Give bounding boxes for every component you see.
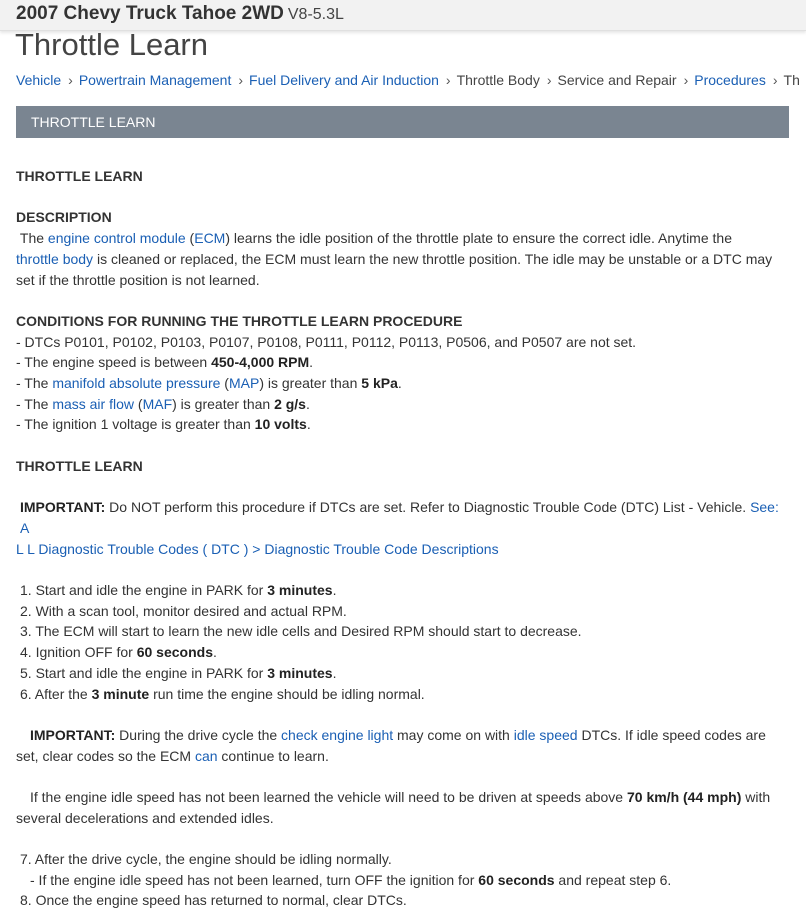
- text: continue to learn.: [217, 747, 329, 764]
- text: may come on with: [393, 726, 514, 743]
- text: If the engine idle speed has not been learned the vehicle will need to be driven at speeds above: [30, 788, 627, 805]
- chevron-right-icon: ›: [546, 72, 552, 88]
- important-label: IMPORTANT:: [20, 499, 106, 516]
- text: - If the engine idle speed has not been learned, turn OFF the ignition for: [30, 871, 479, 888]
- drive-note-cont: several decelerations and extended idles.: [16, 809, 274, 826]
- step-1: [16, 580, 791, 601]
- condition-item: [16, 352, 791, 373]
- map-abbr-link[interactable]: MAP: [228, 375, 260, 391]
- breadcrumb-procedures[interactable]: Procedures: [694, 72, 766, 88]
- step-7: 7. After the drive cycle, the engine should be idling normally.: [20, 851, 392, 868]
- check-engine-light-link[interactable]: check engine light: [281, 726, 394, 743]
- text: DTCs. If idle speed codes are: [577, 726, 766, 743]
- chevron-right-icon: ›: [238, 72, 244, 88]
- important-note-2-cont: [16, 746, 791, 767]
- chevron-right-icon: ›: [68, 72, 73, 88]
- step-6: [16, 684, 791, 705]
- condition-item: [16, 394, 791, 415]
- speed-value: 70 km/h (44 mph): [626, 788, 742, 805]
- section-banner: THROTTLE LEARN: [16, 106, 789, 138]
- text: 1. Start and idle the engine in PARK for: [20, 581, 268, 598]
- text: .: [305, 395, 310, 412]
- text: ) learns the idle position of the throttle plate to ensure the correct idle. Anytime the: [225, 230, 732, 247]
- drive-note: [16, 787, 791, 808]
- text: 4. Ignition OFF for: [20, 644, 137, 661]
- breadcrumb-service-and-repair: Service and Repair: [557, 72, 677, 88]
- text: with: [741, 788, 771, 805]
- chevron-right-icon: ›: [683, 72, 689, 88]
- text: (: [220, 375, 229, 391]
- volts-value: 10 volts: [254, 416, 307, 433]
- maf-link[interactable]: mass air flow: [52, 395, 134, 412]
- throttle-body-link[interactable]: throttle body: [16, 250, 94, 267]
- vehicle-title: [16, 3, 344, 25]
- text: (: [134, 395, 143, 412]
- conditions-heading: CONDITIONS FOR RUNNING THE THROTTLE LEARN PROCEDURE: [16, 312, 463, 329]
- step-4: [16, 642, 791, 663]
- breadcrumb-fuel-delivery[interactable]: Fuel Delivery and Air Induction: [249, 72, 439, 88]
- ecm-link[interactable]: engine control module: [47, 230, 186, 247]
- text: is cleaned or replaced, the ECM must learn the new throttle position. The idle may be unstable or a DTC may: [93, 250, 773, 267]
- article-content: [16, 166, 791, 911]
- dtc-descriptions-link[interactable]: L L Diagnostic Trouble Codes ( DTC ) > Diagnostic Trouble Code Descriptions: [16, 540, 499, 557]
- important-note-2: [16, 725, 791, 746]
- text: (: [185, 230, 195, 247]
- important-note-1: [16, 497, 791, 538]
- important-label: IMPORTANT:: [30, 726, 116, 743]
- text: .: [306, 416, 311, 433]
- map-link[interactable]: manifold absolute pressure: [52, 375, 221, 391]
- chevron-right-icon: ›: [772, 72, 778, 88]
- text: - The: [16, 375, 53, 391]
- duration: 3 minute: [91, 685, 150, 702]
- see-dtc-link[interactable]: See: A: [20, 499, 779, 536]
- condition-item: [16, 373, 791, 394]
- gs-value: 2 g/s: [274, 395, 306, 412]
- rpm-value: 450-4,000 RPM: [211, 354, 310, 371]
- breadcrumb-vehicle[interactable]: Vehicle: [16, 72, 62, 88]
- text: run time the engine should be idling normal.: [149, 685, 425, 702]
- condition-item: [16, 414, 791, 435]
- duration: 3 minutes: [267, 581, 333, 598]
- breadcrumb: [16, 72, 800, 88]
- idle-speed-link[interactable]: idle speed: [513, 726, 578, 743]
- step-7-substep: [16, 870, 791, 891]
- description-heading: DESCRIPTION: [16, 209, 112, 226]
- text: .: [212, 644, 217, 661]
- text: Do NOT perform this procedure if DTCs are set. Refer to Diagnostic Trouble Code (DTC) List - Vehicle.: [105, 499, 751, 516]
- page-title: Throttle Learn: [15, 27, 208, 62]
- text: - The: [16, 395, 53, 412]
- text: - The ignition 1 voltage is greater than: [16, 416, 255, 433]
- text: .: [309, 354, 314, 371]
- kpa-value: 5 kPa: [361, 375, 398, 391]
- text: ) is greater than: [259, 375, 362, 391]
- important-note-1-cont: [16, 539, 791, 560]
- section-heading: THROTTLE LEARN: [16, 168, 143, 184]
- step-3: 3. The ECM will start to learn the new idle cells and Desired RPM should start to decrease.: [20, 623, 582, 640]
- breadcrumb-powertrain-management[interactable]: Powertrain Management: [78, 72, 232, 88]
- condition-item: - DTCs P0101, P0102, P0103, P0107, P0108, P0111, P0112, P0113, P0506, and P0507 are not set.: [16, 333, 637, 350]
- text: 6. After the: [20, 685, 92, 702]
- step-2: 2. With a scan tool, monitor desired and actual RPM.: [20, 602, 347, 619]
- ecm-abbr-link[interactable]: ECM: [194, 230, 226, 247]
- description-line-1: [16, 228, 791, 249]
- maf-abbr-link[interactable]: MAF: [142, 395, 173, 412]
- description-line-2: [16, 249, 791, 270]
- text: .: [397, 375, 402, 391]
- text: 5. Start and idle the engine in PARK for: [20, 664, 268, 681]
- step-5: [16, 663, 791, 684]
- text: ) is greater than: [172, 395, 275, 412]
- can-link[interactable]: can: [194, 747, 218, 764]
- text: .: [332, 664, 337, 681]
- description-line-3: set if the throttle position is not learned.: [16, 271, 260, 288]
- text: During the drive cycle the: [115, 726, 282, 743]
- duration: 3 minutes: [267, 664, 333, 681]
- text: .: [332, 581, 337, 598]
- text: set, clear codes so the ECM: [16, 747, 195, 764]
- text: - The engine speed is between: [16, 354, 212, 371]
- vehicle-name: 2007 Chevy Truck Tahoe 2WD: [16, 3, 284, 24]
- breadcrumb-current: Th: [783, 72, 800, 88]
- duration: 60 seconds: [136, 644, 213, 661]
- step-8: 8. Once the engine speed has returned to normal, clear DTCs.: [20, 892, 407, 909]
- duration: 60 seconds: [478, 871, 555, 888]
- text: The: [19, 230, 48, 247]
- procedure-heading: THROTTLE LEARN: [16, 457, 143, 474]
- engine-label: V8-5.3L: [287, 6, 344, 23]
- text: and repeat step 6.: [554, 871, 672, 888]
- breadcrumb-throttle-body: Throttle Body: [456, 72, 540, 88]
- chevron-right-icon: ›: [445, 72, 451, 88]
